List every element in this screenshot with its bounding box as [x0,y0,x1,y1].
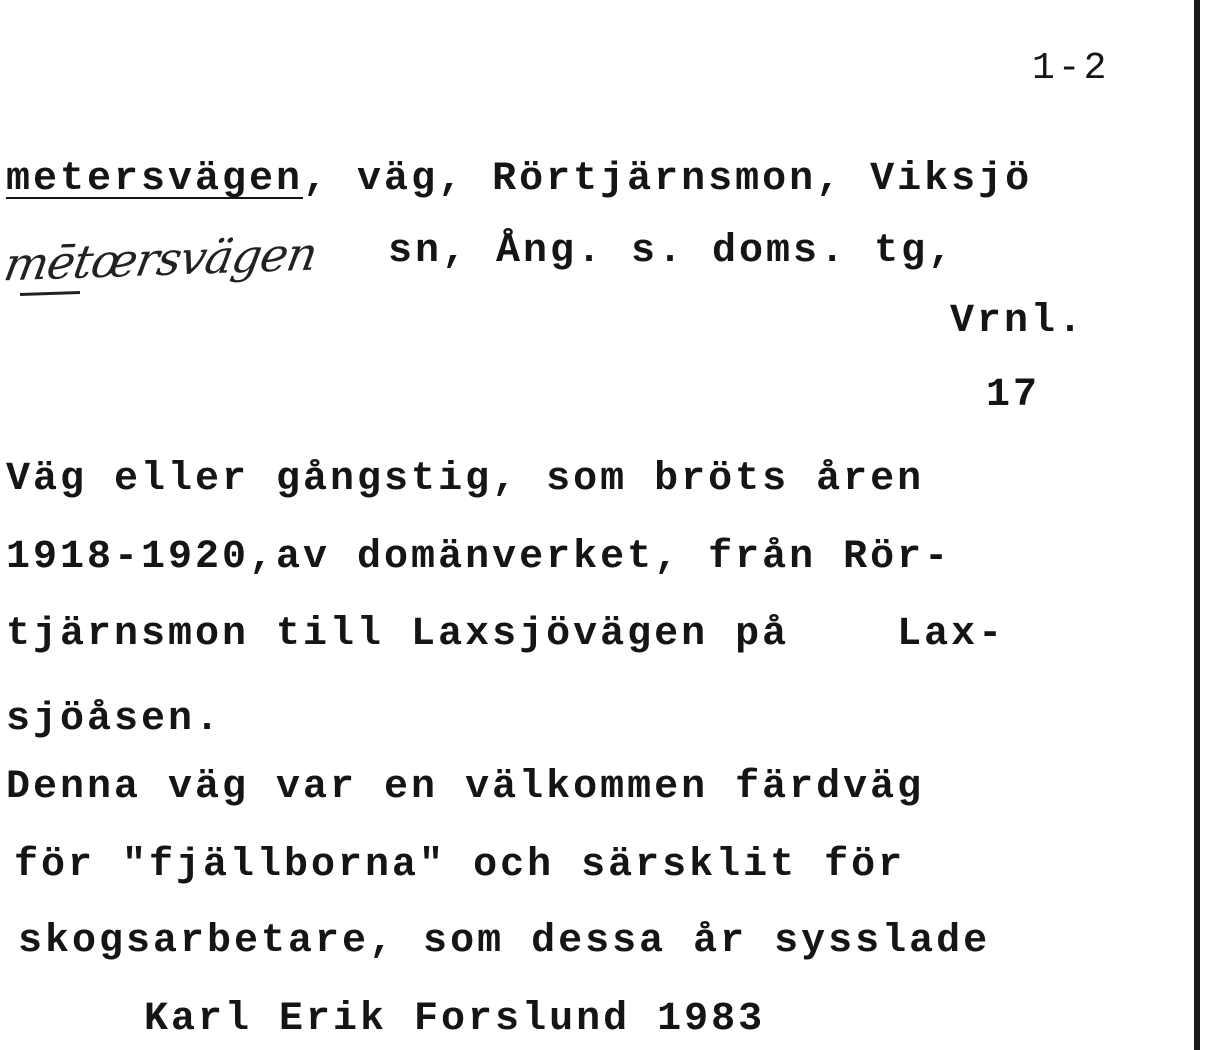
body-line: för "fjällborna" och särsklit för [14,843,906,888]
handwritten-underline [20,291,80,296]
body-line: Denna väg var en välkommen färdväg [6,765,925,810]
handwritten-annotation: mētœrsvägen [0,226,321,292]
header-rest: , väg, Rörtjärnsmon, Viksjö [303,157,1033,202]
signature-line: Karl Erik Forslund 1983 [90,997,766,1042]
page-number: 1-2 [1032,47,1110,90]
card-edge-border [1194,0,1200,1050]
location-line: sn, Ång. s. doms. tg, [388,229,956,274]
body-line: sjöåsen. [6,697,223,742]
region-abbrev: Vrnl. [950,299,1086,344]
map-reference: 17 [986,373,1041,418]
body-line: Väg eller gångstig, som bröts åren [6,457,925,502]
body-line: 1918-1920,av domänverket, från Rör- [6,535,952,580]
headword: metersvägen [6,157,304,202]
body-line: tjärnsmon till Laxsjövägen på Lax- [6,612,1006,657]
body-line: skogsarbetare, som dessa år sysslade [18,919,991,964]
header-line [6,157,1033,202]
